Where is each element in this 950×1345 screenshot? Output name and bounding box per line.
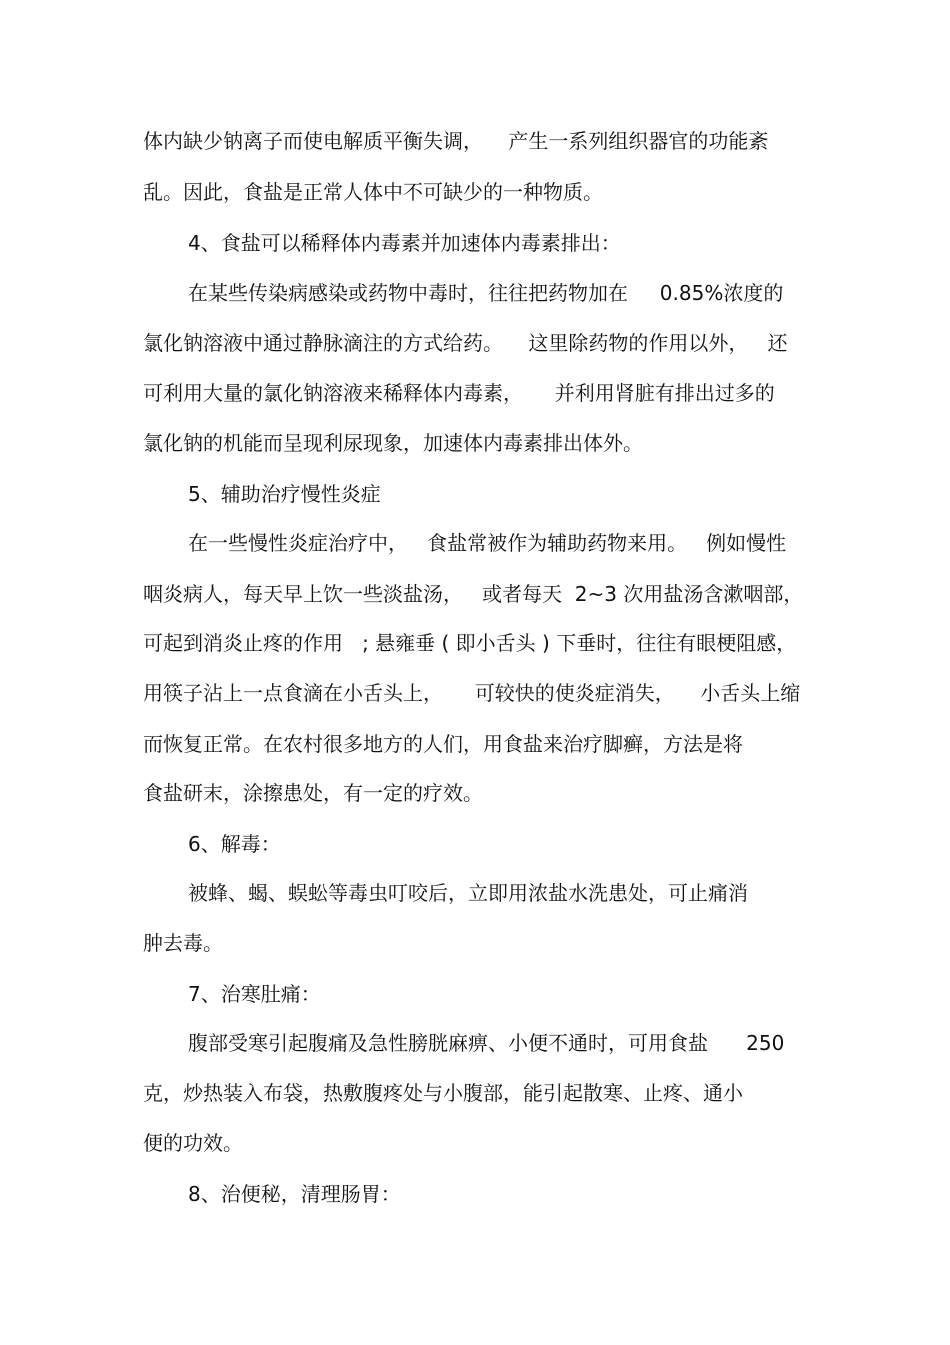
body-line-14: 肿去毒。 bbox=[143, 931, 223, 955]
body-line-16: 克，炒热装入布袋，热敷腹疼处与小腹部，能引起散寒、止疼、通小 bbox=[143, 1081, 743, 1105]
body-line-8: 咽炎病人，每天早上饮一些淡盐汤， 或者每天 2~3 次用盐汤含漱咽部， bbox=[143, 582, 804, 606]
body-line-12: 食盐研末，涂擦患处，有一定的疗效。 bbox=[143, 781, 483, 805]
body-line-7: 在一些慢性炎症治疗中， 食盐常被作为辅助药物来用。 例如慢性 bbox=[188, 531, 787, 555]
body-line-10: 用筷子沾上一点食滴在小舌头上， 可较快的使炎症消失， 小舌头上缩 bbox=[143, 681, 801, 705]
body-line-1: 体内缺少钠离子而使电解质平衡失调， 产生一系列组织器官的功能紊 bbox=[143, 129, 769, 153]
body-line-17: 便的功效。 bbox=[143, 1131, 243, 1155]
section-heading-7: 7、治寒肚痛： bbox=[188, 982, 321, 1006]
section-heading-4: 4、食盐可以稀释体内毒素并加速体内毒素排出： bbox=[188, 231, 621, 255]
body-line-5: 可利用大量的氯化钠溶液来稀释体内毒素， 并利用肾脏有排出过多的 bbox=[143, 381, 775, 405]
body-line-15: 腹部受寒引起腹痛及急性膀胱麻痹、小便不通时，可用食盐 250 bbox=[188, 1031, 785, 1055]
body-line-3: 在某些传染病感染或药物中毒时，往往把药物加在 0.85%浓度的 bbox=[188, 281, 784, 305]
body-line-2: 乱。因此，食盐是正常人体中不可缺少的一种物质。 bbox=[143, 180, 603, 204]
body-line-9: 可起到消炎止疼的作用 ; 悬雍垂 ( 即小舌头 ) 下垂时，往往有眼梗阻感， bbox=[143, 631, 797, 655]
body-line-13: 被蜂、蝎、蜈蚣等毒虫叮咬后，立即用浓盐水洗患处，可止痛消 bbox=[188, 881, 748, 905]
section-heading-6: 6、解毒： bbox=[188, 832, 281, 856]
section-heading-5: 5、辅助治疗慢性炎症 bbox=[188, 482, 381, 506]
body-line-11: 而恢复正常。在农村很多地方的人们，用食盐来治疗脚癣，方法是将 bbox=[143, 732, 743, 756]
section-heading-8: 8、治便秘，清理肠胃： bbox=[188, 1182, 401, 1206]
body-line-4: 氯化钠溶液中通过静脉滴注的方式给药。 这里除药物的作用以外， 还 bbox=[143, 331, 788, 355]
body-line-6: 氯化钠的机能而呈现利尿现象，加速体内毒素排出体外。 bbox=[143, 431, 643, 455]
